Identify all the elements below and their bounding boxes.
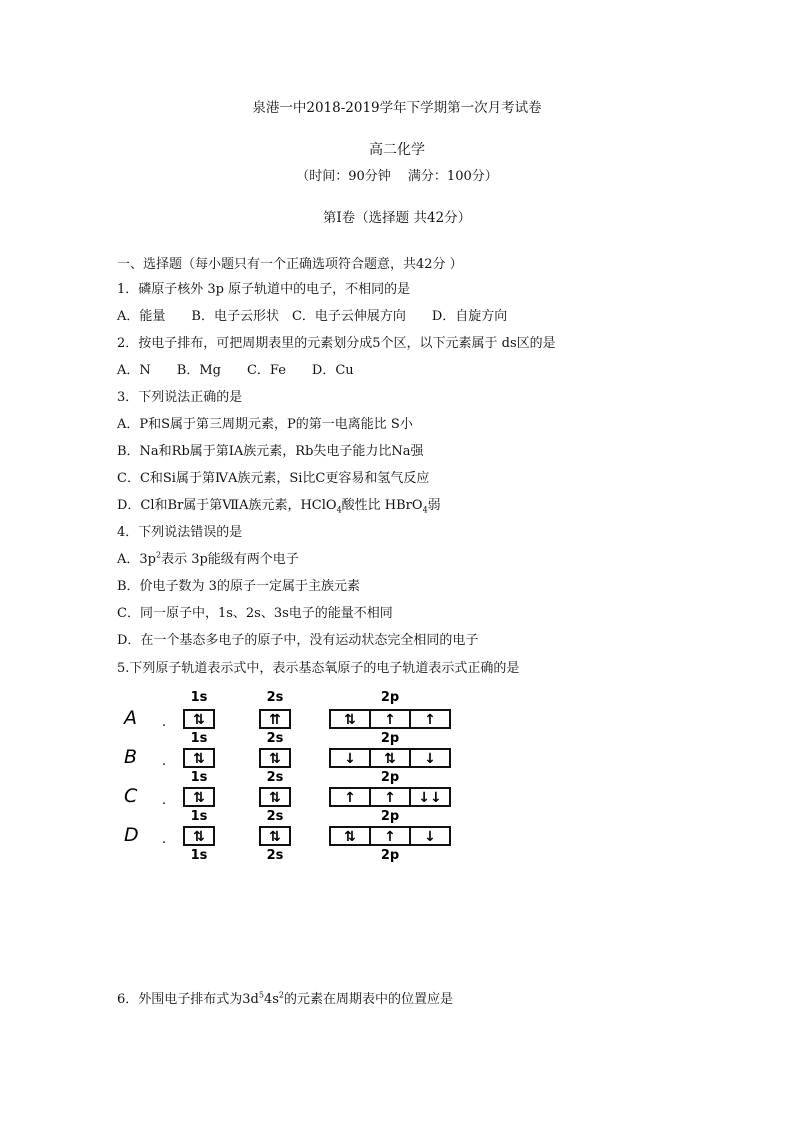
option-letter-a: A [124,707,137,729]
orbital-label-2p: 2p [380,690,400,705]
electron-arrows-2p: ↑ [384,829,396,845]
q2-stem: 2．按电子排布，可把周期表里的元素划分成5个区，以下元素属于 ds区的是 [117,336,556,351]
electron-arrows-2p: ↓↓ [418,790,442,806]
exam-subject: 高二化学 [369,142,425,158]
option-dot: . [162,754,167,769]
electron-arrows-2p: ↑ [424,712,436,728]
option-letter-c: C [124,785,138,807]
option-letter-d: D [124,824,139,846]
q2-options: A．N B．Mg C．Fe D．Cu [117,363,354,378]
electron-arrows-2p: ⇅ [384,751,396,767]
electron-arrows-2p: ↑ [384,712,396,728]
orbital-label-1s: 1s [190,848,208,863]
orbital-label-2s: 2s [266,770,284,785]
orbital-label-2s: 2s [266,809,284,824]
electron-arrows-2s: ⇅ [269,751,281,767]
orbital-label-1s: 1s [190,690,208,705]
q4-option-a: A．$3p^2$表示 3p能级有两个电子 [117,550,299,567]
orbital-label-1s: 1s [190,770,208,785]
orbital-label-2s: 2s [266,690,284,705]
orbital-label-1s: 1s [190,809,208,824]
option-dot: . [162,832,167,847]
q3-stem: 3．下列说法正确的是 [117,390,243,405]
q4-stem: 4．下列说法错误的是 [117,525,243,540]
q4-option-b: B．价电子数为 3的原子一定属于主族元素 [117,579,360,594]
orbital-label-2s: 2s [266,848,284,863]
orbital-label-2p: 2p [380,809,400,824]
electron-arrows-2p: ↓ [424,751,436,767]
q4-option-c: C．同一原子中，1s、2s、3s电子的能量不相同 [117,606,393,621]
q3-option-c: C．C和Si属于第ⅣA族元素，Si比C更容易和氢气反应 [117,471,430,486]
orbital-label-2s: 2s [266,731,284,746]
electron-arrows-1s: ⇅ [193,712,205,728]
electron-arrows-2p: ⇅ [344,712,356,728]
exam-part-heading: 第Ⅰ卷（选择题 共42分） [322,210,472,226]
electron-arrows-2p: ↑ [344,790,356,806]
electron-arrows-2s: ⇈ [269,712,281,728]
exam-title: 泉港一中2018-2019学年下学期第一次月考试卷 [252,100,542,116]
orbital-label-2p: 2p [380,848,400,863]
electron-arrows-2p: ↓ [424,829,436,845]
electron-arrows-2s: ⇅ [269,829,281,845]
option-dot: . [162,715,167,730]
q4-option-d: D．在一个基态多电子的原子中，没有运动状态完全相同的电子 [117,633,479,648]
exam-timing: （时间：90分钟 满分：100分） [296,169,498,184]
q3-option-d: D．Cl和Br属于第ⅦA族元素，HClO$_4$酸性比 HBrO$_4$弱 [117,498,441,515]
q1-stem: 1．磷原子核外 3p 原子轨道中的电子，不相同的是 [117,282,411,297]
electron-arrows-2p: ↑ [384,790,396,806]
orbital-label-2p: 2p [380,731,400,746]
option-dot: . [162,793,167,808]
electron-arrows-2s: ⇅ [269,790,281,806]
q3-option-b: B．Na和Rb属于第ⅠA族元素，Rb失电子能力比Na强 [117,444,424,459]
option-letter-b: B [124,746,138,768]
electron-arrows-1s: ⇅ [193,790,205,806]
electron-arrows-2p: ⇅ [344,829,356,845]
electron-arrows-1s: ⇅ [193,829,205,845]
q6-stem: 6．外围电子排布式为$3d^54s^2$的元素在周期表中的位置应是 [117,990,454,1007]
q1-options: A．能量 B．电子云形状 C．电子云伸展方向 D．自旋方向 [117,309,508,324]
section-heading: 一、选择题（每小题只有一个正确选项符合题意，共42分 ） [117,257,463,272]
q3-option-a: A．P和S属于第三周期元素，P的第一电离能比 S小 [117,417,413,432]
orbital-label-1s: 1s [190,731,208,746]
q5-stem: 5.下列原子轨道表示式中，表示基态氧原子的电子轨道表示式正确的是 [117,661,520,676]
orbital-label-2p: 2p [380,770,400,785]
electron-arrows-1s: ⇅ [193,751,205,767]
electron-arrows-2p: ↓ [344,751,356,767]
orbital-diagram-figure [118,684,498,864]
